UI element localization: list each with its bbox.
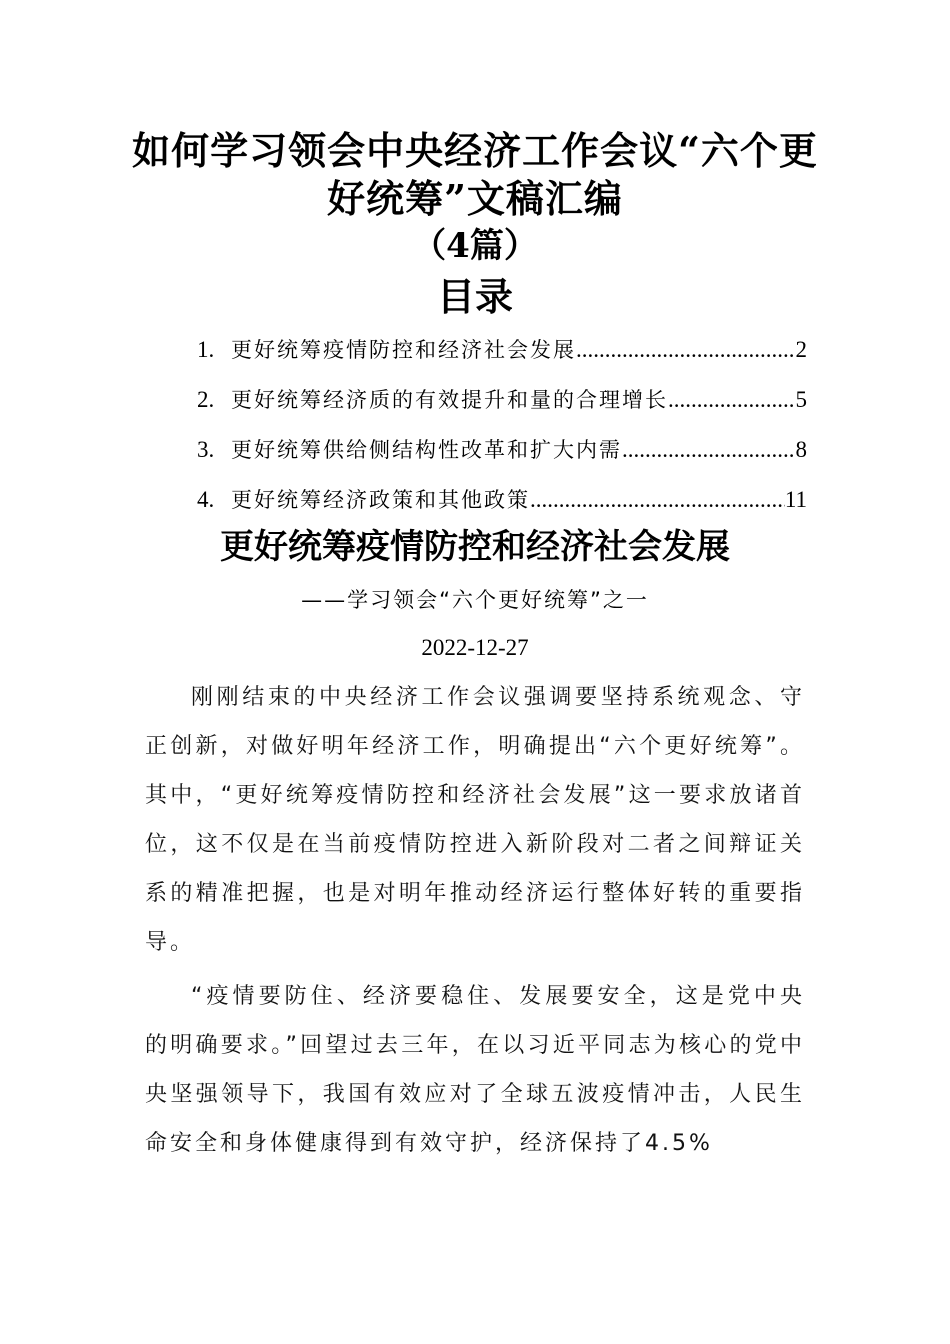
article-date: 2022-12-27 (421, 635, 529, 660)
toc-item-1[interactable] (197, 325, 807, 375)
toc-item-2[interactable] (197, 375, 807, 425)
toc-item-text: 更好统筹经济政策和其他政策 (231, 488, 530, 512)
toc-item-text: 更好统筹供给侧结构性改革和扩大内需 (231, 438, 622, 462)
toc-item-3[interactable] (197, 425, 807, 475)
toc-item-number: 4. (197, 487, 215, 512)
toc-dot-leader (576, 325, 796, 375)
toc-dot-leader (530, 475, 785, 525)
toc-item-number: 3. (197, 437, 215, 462)
table-of-contents (197, 325, 807, 525)
toc-item-number: 2. (197, 387, 215, 412)
article-title: 更好统筹疫情防控和经济社会发展 (220, 527, 730, 567)
toc-item-text: 更好统筹经济质的有效提升和量的合理增长 (231, 388, 668, 412)
toc-item-page: 2 (795, 337, 807, 362)
toc-heading: 目录 (436, 274, 513, 319)
body-paragraph-1: 刚刚结束的中央经济工作会议强调要坚持系统观念、守正创新，对做好明年经济工作，明确提出“六个更好统筹”。其中，“更好统筹疫情防控和经济社会发展”这一要求放诸首位，这不仅是在当前疫情防控进入新阶段对二者之间辩证关系的精准把握，也是对明年推动经济运行整体好转的重要指导。 (145, 685, 805, 955)
document-title-line1: 如何学习领会中央经济工作会议“六个更 (132, 128, 818, 173)
document-title-line2: 好统筹”文稿汇编 (327, 176, 623, 221)
article-count: （4篇） (412, 226, 538, 266)
toc-item-text: 更好统筹疫情防控和经济社会发展 (231, 338, 576, 362)
toc-item-page: 5 (795, 387, 807, 412)
toc-dot-leader (668, 375, 796, 425)
toc-item-4[interactable] (197, 475, 807, 525)
toc-item-page: 8 (795, 437, 807, 462)
article-subtitle: ——学习领会“六个更好统筹”之一 (301, 588, 649, 612)
toc-item-number: 1. (197, 337, 215, 362)
toc-dot-leader (622, 425, 796, 475)
toc-item-page: 11 (784, 487, 807, 512)
body-paragraph-2: “疫情要防住、经济要稳住、发展要安全，这是党中央的明确要求。”回望过去三年，在以习近平同志为核心的党中央坚强领导下，我国有效应对了全球五波疫情冲击，人民生命安全和身体健康得到有效守护，经济保持了4.5% (145, 984, 805, 1156)
